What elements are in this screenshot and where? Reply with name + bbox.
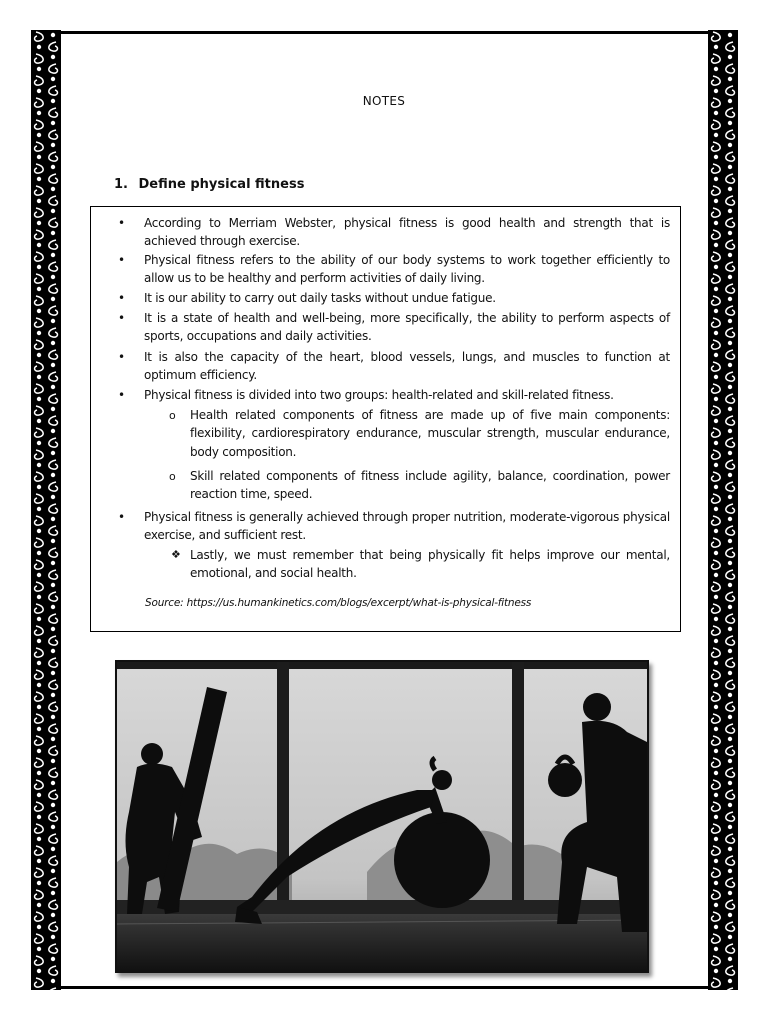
fitness-photo xyxy=(115,660,649,973)
circle-bullet-icon: o xyxy=(169,409,176,422)
flourish-pattern-right-icon xyxy=(708,30,738,990)
page-title: NOTES xyxy=(362,94,406,108)
bullet-icon: • xyxy=(118,510,126,524)
decorative-border-right xyxy=(708,30,738,990)
notes-box xyxy=(90,206,681,632)
diamond-bullet-icon: ❖ xyxy=(171,548,181,561)
list-item: Health related components of fitness are made up of five main components: flexibility, cardiorespiratory endurance, muscular strength, muscular endurance, body composition. xyxy=(190,408,670,459)
bullet-icon: • xyxy=(118,388,126,402)
section-number: 1. xyxy=(114,177,128,192)
source-citation: Source: https://us.humankinetics.com/blogs/excerpt/what-is-physical-fitness xyxy=(145,597,532,609)
flourish-pattern-left-icon xyxy=(31,30,61,990)
list-item: Lastly, we must remember that being physically fit helps improve our mental, emotional, and social health. xyxy=(190,548,670,581)
section-heading xyxy=(114,177,304,192)
fitness-silhouette-photo-icon xyxy=(117,662,647,971)
list-item: It is also the capacity of the heart, blood vessels, lungs, and muscles to function at optimum efficiency. xyxy=(144,350,670,383)
list-item: Physical fitness refers to the ability of our body systems to work together efficiently to allow us to be healthy and perform activities of daily living. xyxy=(144,253,670,286)
bullet-icon: • xyxy=(118,253,126,267)
bullet-icon: • xyxy=(118,311,126,325)
circle-bullet-icon: o xyxy=(169,470,176,483)
list-item: Skill related components of fitness include agility, balance, coordination, power reaction time, speed. xyxy=(190,469,670,502)
list-item: Physical fitness is generally achieved through proper nutrition, moderate-vigorous physical exercise, and sufficient rest. xyxy=(144,510,670,543)
list-item: It is our ability to carry out daily tasks without undue fatigue. xyxy=(144,291,496,305)
list-item: Physical fitness is divided into two groups: health-related and skill-related fitness. xyxy=(144,388,614,402)
list-item: It is a state of health and well-being, more specifically, the ability to perform aspects of sports, occupations and daily activities. xyxy=(144,311,670,344)
list-item: According to Merriam Webster, physical fitness is good health and strength that is achieved through exercise. xyxy=(144,216,670,249)
decorative-border-left xyxy=(31,30,61,990)
section-heading-text: Define physical fitness xyxy=(138,177,305,192)
bullet-icon: • xyxy=(118,350,126,364)
bullet-icon: • xyxy=(118,291,126,305)
bullet-icon: • xyxy=(118,216,126,230)
